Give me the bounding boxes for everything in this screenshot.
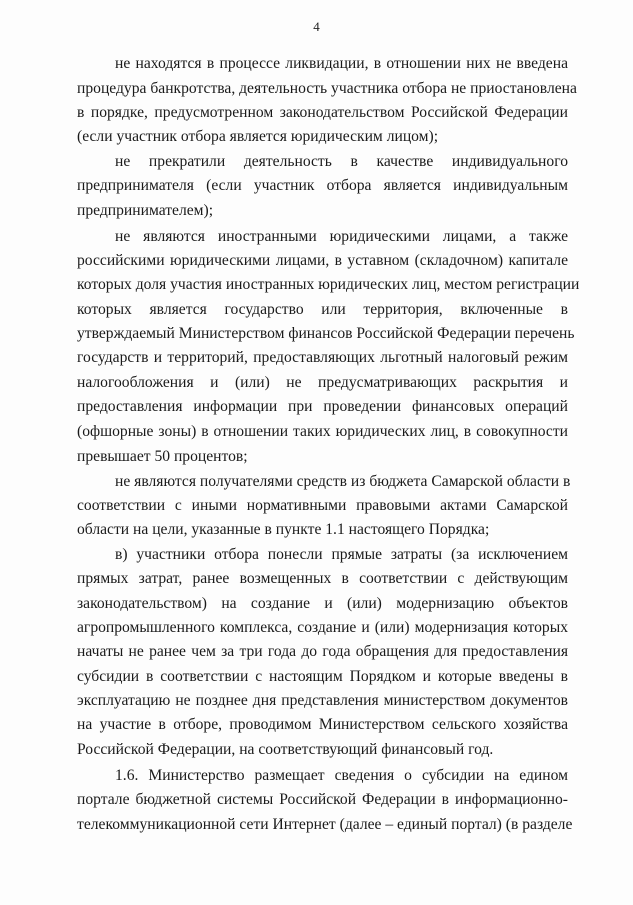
text-line: в порядке, предусмотренном законодательством Российской Федерации [77,104,568,121]
text-line: превышает 50 процентов; [77,448,248,465]
text-line: субсидии в соответствии с настоящим Порядком и которые введены в [77,668,568,685]
text-line: российскими юридическими лицами, в уставном (складочном) капитале [77,252,568,269]
text-line: которых доля участия иностранных юридических лиц, местом регистрации [77,276,580,293]
text-line: не являются получателями средств из бюджета Самарской области в [115,473,571,490]
text-line: области на цели, указанные в пункте 1.1 настоящего Порядка; [77,521,490,538]
text-line: предпринимателем); [77,202,214,219]
text-line: которых является государство или территория, включенные в [77,301,568,318]
text-line: прямых затрат, ранее возмещенных в соответствии с действующим [77,570,568,587]
text-line: предпринимателя (если участник отбора является индивидуальным [77,177,568,194]
page-number: 4 [313,19,320,34]
text-line: (офшорные зоны) в отношении таких юридических лиц, в совокупности [77,423,568,440]
text-line: агропромышленного комплекса, создание и (или) модернизация которых [77,619,568,636]
text-line: эксплуатацию не позднее дня представления министерством документов [77,692,568,709]
text-line: соответствии с иными нормативными правовыми актами Самарской [77,497,568,514]
text-line: Российской Федерации, на соответствующий финансовый год. [77,741,494,758]
text-line: процедура банкротства, деятельность участника отбора не приостановлена [77,80,577,97]
text-line: законодательством) на создание и (или) модернизацию объектов [77,595,568,612]
text-line: утверждаемый Министерством финансов Российской Федерации перечень [77,325,575,342]
text-line: на участие в отборе, проводимом Министерством сельского хозяйства [77,716,568,733]
text-line: налогообложения и (или) не предусматривающих раскрытия и [77,374,568,391]
text-line: телекоммуникационной сети Интернет (далее – единый портал) (в разделе [77,816,573,833]
text-line: предоставления информации при проведении финансовых операций [77,398,568,415]
text-line: государств и территорий, предоставляющих льготный налоговый режим [77,349,568,366]
text-line: начаты не ранее чем за три года до года обращения для предоставления [77,643,568,660]
text-line: не прекратили деятельность в качестве индивидуального [115,153,568,170]
text-line: портале бюджетной системы Российской Федерации в информационно- [77,791,568,808]
text-line: (если участник отбора является юридическим лицом); [77,128,439,145]
text-line: не находятся в процессе ликвидации, в отношении них не введена [115,55,568,72]
text-line: не являются иностранными юридическими лицами, а также [115,228,568,245]
text-line: в) участники отбора понесли прямые затраты (за исключением [115,546,568,563]
text-line: 1.6. Министерство размещает сведения о субсидии на едином [115,767,568,784]
